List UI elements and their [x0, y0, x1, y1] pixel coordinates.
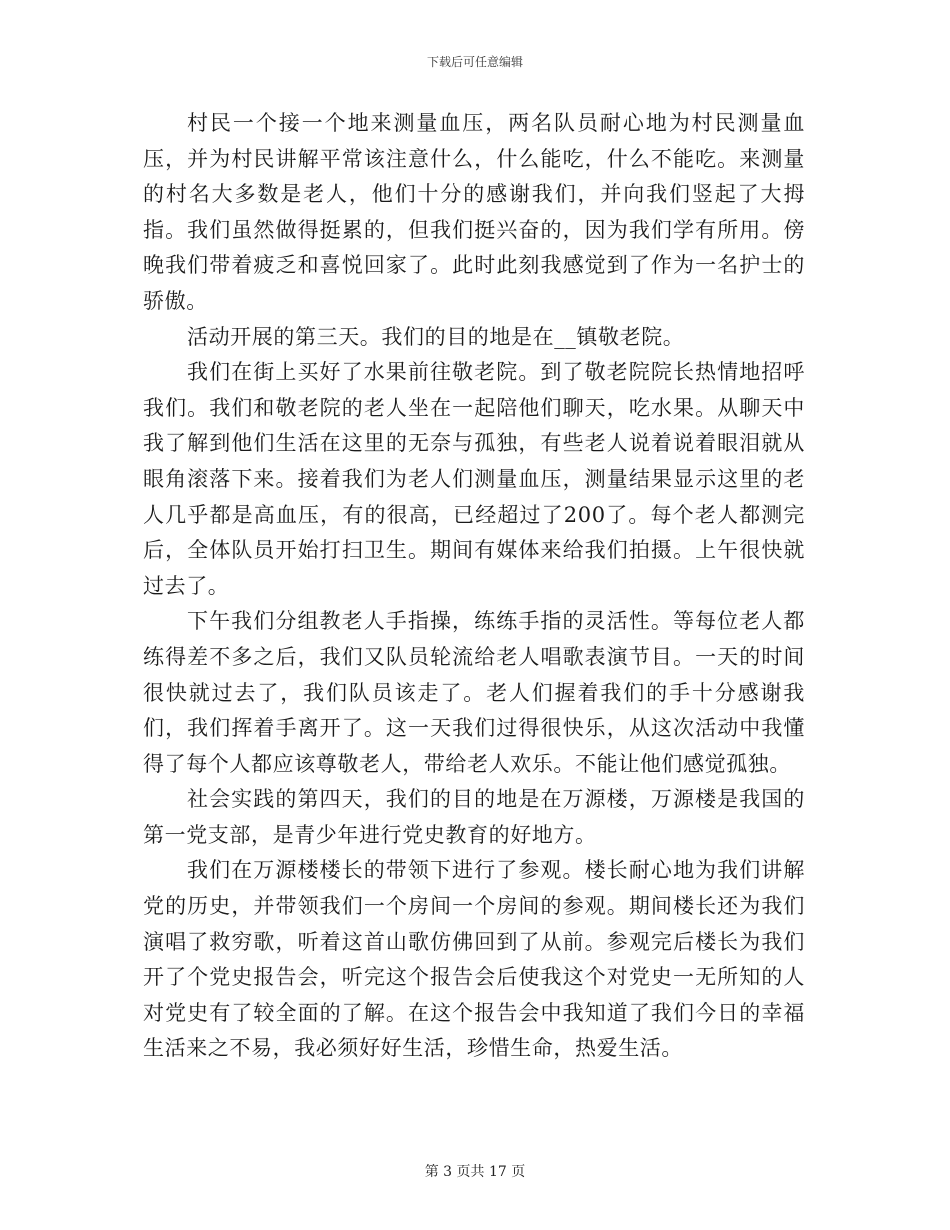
page-header: 下载后可任意编辑	[426, 55, 523, 69]
paragraph: 下午我们分组教老人手指操，练练手指的灵活性。等每位老人都练得差不多之后，我们又队员轮流给老人唱歌表演节目。一天的时间很快就过去了，我们队员该走了。老人们握着我们的手十分感谢我们，我们挥着手离开了。这一天我们过得很快乐，从这次活动中我懂得了每个人都应该尊敬老人，带给老人欢乐。不能让他们感觉孤独。	[143, 609, 805, 776]
document-body	[143, 106, 805, 1067]
paragraph: 我们在万源楼楼长的带领下进行了参观。楼长耐心地为我们讲解党的历史，并带领我们一个房间一个房间的参观。期间楼长还为我们演唱了救穷歌，听着这首山歌仿佛回到了从前。参观完后楼长为我们开了个党史报告会，听完这个报告会后使我这个对党史一无所知的人对党史有了较全面的了解。在这个报告会中我知道了我们今日的幸福生活来之不易，我必须好好生活，珍惜生命，热爱生活。	[143, 858, 805, 1061]
paragraph: 村民一个接一个地来测量血压，两名队员耐心地为村民测量血压，并为村民讲解平常该注意什么，什么能吃，什么不能吃。来测量的村名大多数是老人，他们十分的感谢我们，并向我们竖起了大拇指。我们虽然做得挺累的，但我们挺兴奋的，因为我们学有所用。傍晚我们带着疲乏和喜悦回家了。此时此刻我感觉到了作为一名护士的骄傲。	[143, 111, 805, 313]
page-number: 第 3 页共 17 页	[424, 1164, 526, 1180]
paragraph: 社会实践的第四天，我们的目的地是在万源楼，万源楼是我国的第一党支部，是青少年进行党史教育的好地方。	[143, 787, 805, 847]
paragraph: 活动开展的第三天。我们的目的地是在__镇敬老院。	[187, 324, 685, 349]
paragraph: 我们在街上买好了水果前往敬老院。到了敬老院院长热情地招呼我们。我们和敬老院的老人坐在一起陪他们聊天，吃水果。从聊天中我了解到他们生活在这里的无奈与孤独，有些老人说着说着眼泪就从眼角滚落下来。接着我们为老人们测量血压，测量结果显示这里的老人几乎都是高血压，有的很高，已经超过了200了。每个老人都测完后，全体队员开始打扫卫生。期间有媒体来给我们拍摄。上午很快就过去了。	[143, 360, 805, 598]
